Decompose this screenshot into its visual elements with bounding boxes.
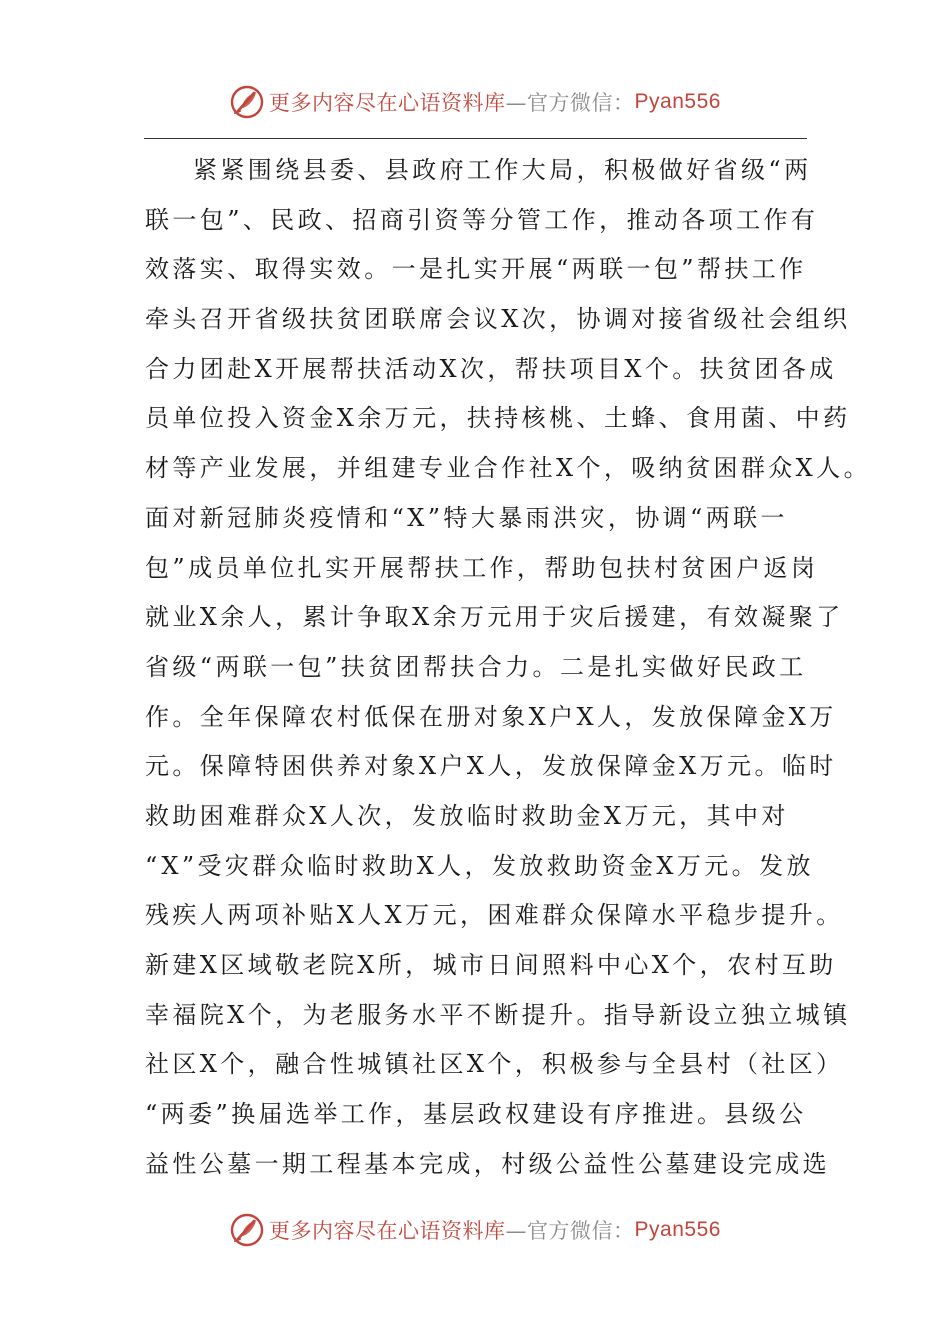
- header-banner-text: [269, 87, 721, 117]
- body-line: “两委”换届选举工作，基层政权建设有序推进。县级公: [145, 1100, 807, 1129]
- header-banner: [0, 80, 950, 124]
- body-line: 效落实、取得实效。一是扎实开展“两联一包”帮扶工作: [145, 255, 807, 284]
- document-body: [145, 146, 871, 1189]
- body-line: 残疾人两项补贴X人X万元，困难群众保障水平稳步提升。: [145, 901, 844, 930]
- body-line: 社区X个，融合性城镇社区X个，积极参与全县村（社区）: [145, 1050, 844, 1079]
- body-line: 救助困难群众X人次，发放临时救助金X万元，其中对: [145, 801, 789, 830]
- body-line: 包”成员单位扎实开展帮扶工作，帮助包扶村贫困户返岗: [145, 553, 819, 582]
- quill-logo-icon: [229, 1212, 265, 1248]
- banner-wechat-id: Pyan556: [634, 1218, 721, 1241]
- header-divider: [144, 138, 807, 139]
- quill-logo-icon: [229, 84, 265, 120]
- footer-banner-text: [269, 1215, 721, 1245]
- body-line: 牵头召开省级扶贫团联席会议X次，协调对接省级社会组织: [145, 305, 851, 334]
- body-line: 元。保障特困供养对象X户X人，发放保障金X万元。临时: [145, 752, 837, 781]
- body-line: 新建X区域敬老院X所，城市日间照料中心X个，农村互助: [145, 951, 837, 979]
- body-line: 员单位投入资金X余万元，扶持核桃、土蜂、食用菌、中药: [145, 404, 851, 433]
- body-line: 作。全年保障农村低保在册对象X户X人，发放保障金X万: [145, 702, 837, 731]
- body-line: 材等产业发展，并组建专业合作社X个，吸纳贫困群众X人。: [145, 454, 871, 483]
- banner-mid-text: —官方微信：: [505, 1219, 635, 1243]
- banner-wechat-id: Pyan556: [634, 90, 721, 113]
- banner-mid-text: —官方微信：: [505, 91, 635, 115]
- body-line: 省级“两联一包”扶贫团帮扶合力。二是扎实做好民政工: [145, 652, 807, 681]
- body-line: 幸福院X个，为老服务水平不断提升。指导新设立独立城镇: [145, 1000, 851, 1029]
- banner-lead-text: 更多内容尽在心语资料库: [269, 91, 506, 115]
- body-line: 联一包”、民政、招商引资等分管工作，推动各项工作有: [145, 205, 819, 234]
- footer-banner: [0, 1208, 950, 1252]
- body-line: “X”受灾群众临时救助X人，发放救助资金X万元。发放: [145, 851, 814, 880]
- body-line: 面对新冠肺炎疫情和“X”特大暴雨洪灾，协调“两联一: [145, 503, 788, 532]
- body-line: 合力团赴X开展帮扶活动X次，帮扶项目X个。扶贫团各成: [145, 354, 837, 383]
- body-line: 紧紧围绕县委、县政府工作大局，积极做好省级“两: [193, 156, 812, 184]
- body-line: 益性公墓一期工程基本完成，村级公益性公墓建设完成选: [145, 1149, 830, 1178]
- body-line: 就业X余人，累计争取X余万元用于灾后援建，有效凝聚了: [145, 603, 844, 632]
- banner-lead-text: 更多内容尽在心语资料库: [269, 1219, 506, 1243]
